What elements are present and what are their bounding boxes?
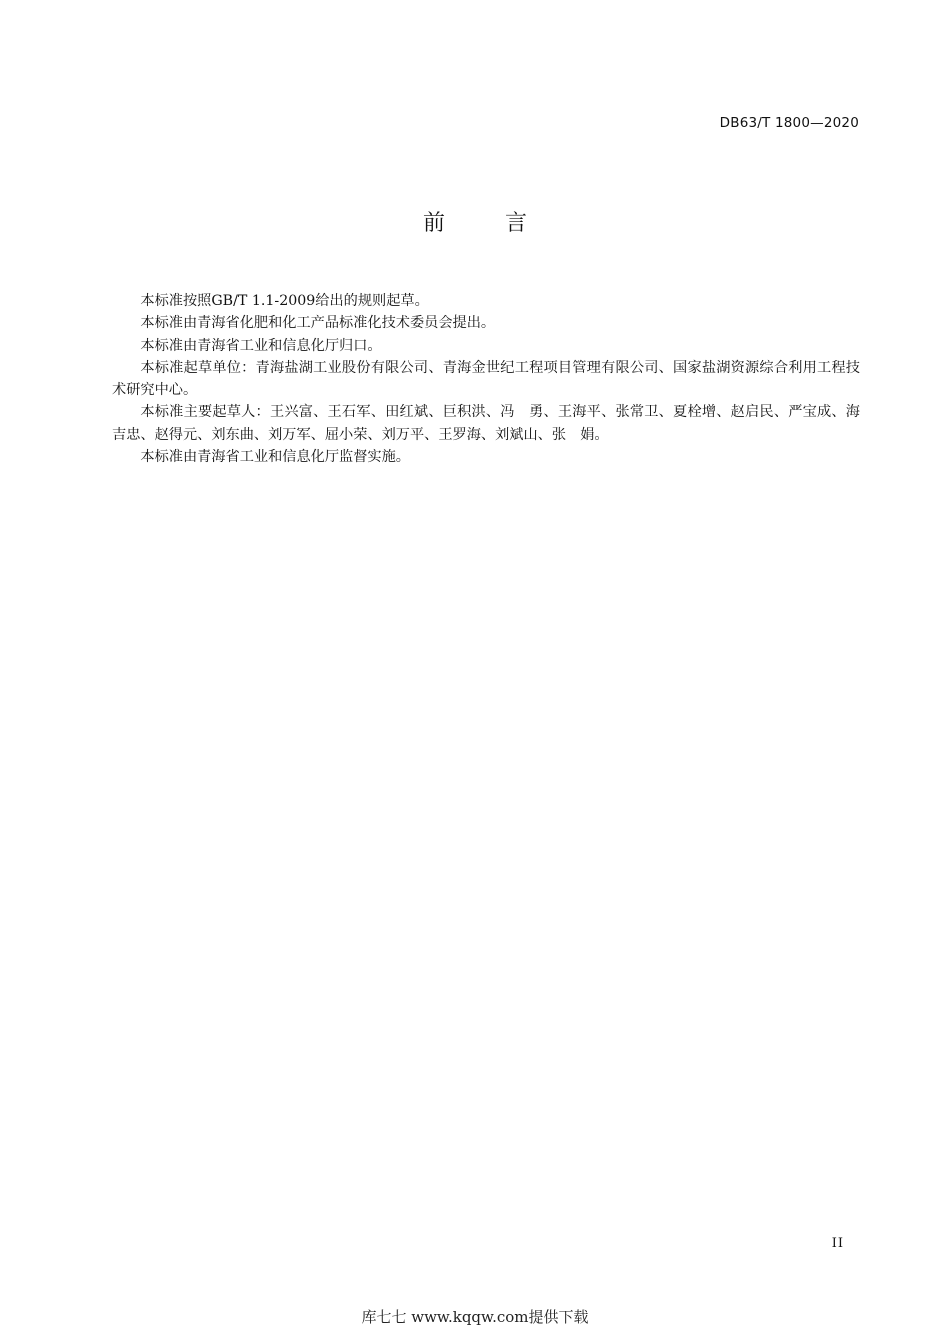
foreword-body [112, 290, 860, 468]
paragraph-supervised-by: 本标准由青海省工业和信息化厅监督实施。 [140, 449, 410, 466]
paragraph-drafting-rules: 本标准按照GB/T 1.1-2009给出的规则起草。 [140, 293, 429, 309]
paragraph-drafting-units: 本标准起草单位：青海盐湖工业股份有限公司、青海金世纪工程项目管理有限公司、国家盐湖资源综合利用工程技术研究中心。 [112, 359, 860, 399]
standard-number: DB63/T 1800—2020 [719, 115, 859, 131]
paragraph-centralized-by: 本标准由青海省工业和信息化厅归口。 [140, 337, 382, 354]
page-title [0, 206, 950, 237]
paragraph-proposed-by: 本标准由青海省化肥和化工产品标准化技术委员会提出。 [140, 315, 496, 332]
download-footer: 库七七 www.kqqw.com提供下载 [361, 1308, 589, 1326]
paragraph-drafters: 本标准主要起草人：王兴富、王石军、田红斌、巨积洪、冯 勇、王海平、张常卫、夏栓增、赵启民、严宝成、海吉忠、赵得元、刘东曲、刘万军、屈小荣、刘万平、王罗海、刘斌山、张 娟。 [112, 404, 860, 443]
title-char-1: 前 [422, 211, 445, 236]
title-char-2: 言 [505, 211, 528, 236]
page-number: II [831, 1236, 844, 1251]
